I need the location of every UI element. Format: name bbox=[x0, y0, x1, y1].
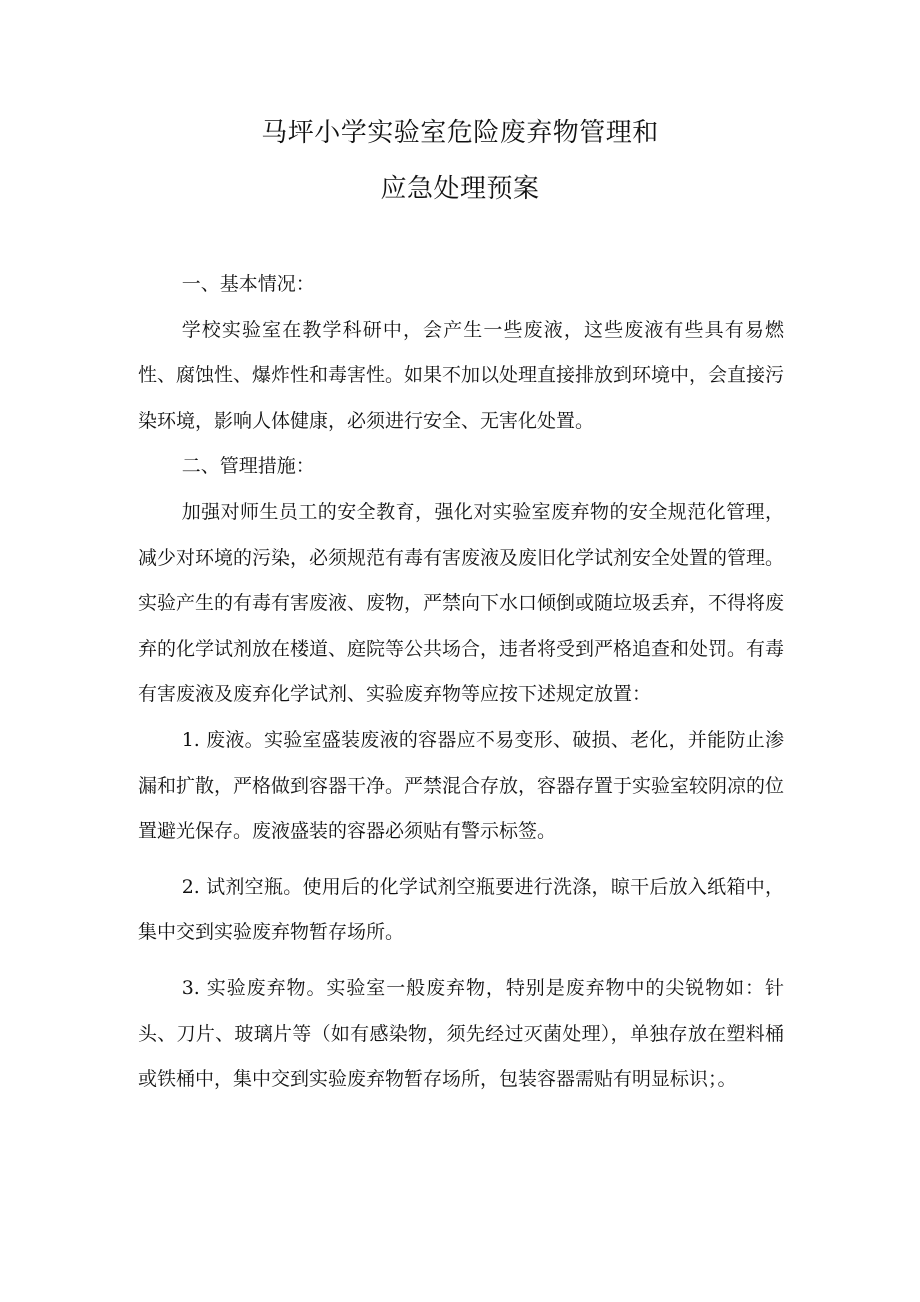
paragraph-management-measures: 加强对师生员工的安全教育，强化对实验室废弃物的安全规范化管理，减少对环境的污染，必须规范有毒有害废液及废旧化学试剂安全处置的管理。实验产生的有毒有害废液、废物，严禁向下水口倾倒或随垃圾丢弃，不得将废弃的化学试剂放在楼道、庭院等公共场合，违者将受到严格追查和处罚。有毒有害废液及废弃化学试剂、实验废弃物等应按下述规定放置： bbox=[138, 500, 785, 706]
document-title-line-2: 应急处理预案 bbox=[380, 174, 540, 204]
list-item-waste-liquid: 1. 废液。实验室盛装废液的容器应不易变形、破损、老化，并能防止渗漏和扩散，严格做到容器干净。严禁混合存放，容器存置于实验室较阴凉的位置避光保存。废液盛装的容器必须贴有警示标签。 bbox=[138, 728, 785, 843]
spacer bbox=[138, 855, 784, 865]
document-title-line-1: 马坪小学实验室危险废弃物管理和 bbox=[261, 118, 659, 148]
section-heading-management-measures: 二、管理措施： bbox=[181, 455, 315, 478]
paragraph-basic-situation: 学校实验室在教学科研中，会产生一些废液，这些废液有些具有易燃性、腐蚀性、爆炸性和毒害性。如果不加以处理直接排放到环境中，会直接污染环境，影响人体健康，必须进行安全、无害化处置。 bbox=[138, 318, 785, 432]
document-body bbox=[138, 262, 784, 1103]
section-heading-basic-situation: 一、基本情况： bbox=[181, 273, 315, 295]
list-item-lab-waste: 3. 实验废弃物。实验室一般废弃物，特别是废弃物中的尖锐物如：针头、刀片、玻璃片等（如有感染物，须先经过灭菌处理），单独存放在塑料桶或铁桶中，集中交到实验废弃物暂存场所，包装容器需贴有明显标识；。 bbox=[138, 976, 784, 1091]
list-item-empty-reagent-bottles: 2. 试剂空瓶。使用后的化学试剂空瓶要进行洗涤，晾干后放入纸箱中，集中交到实验废弃物暂存场所。 bbox=[138, 875, 784, 944]
spacer bbox=[138, 956, 784, 966]
